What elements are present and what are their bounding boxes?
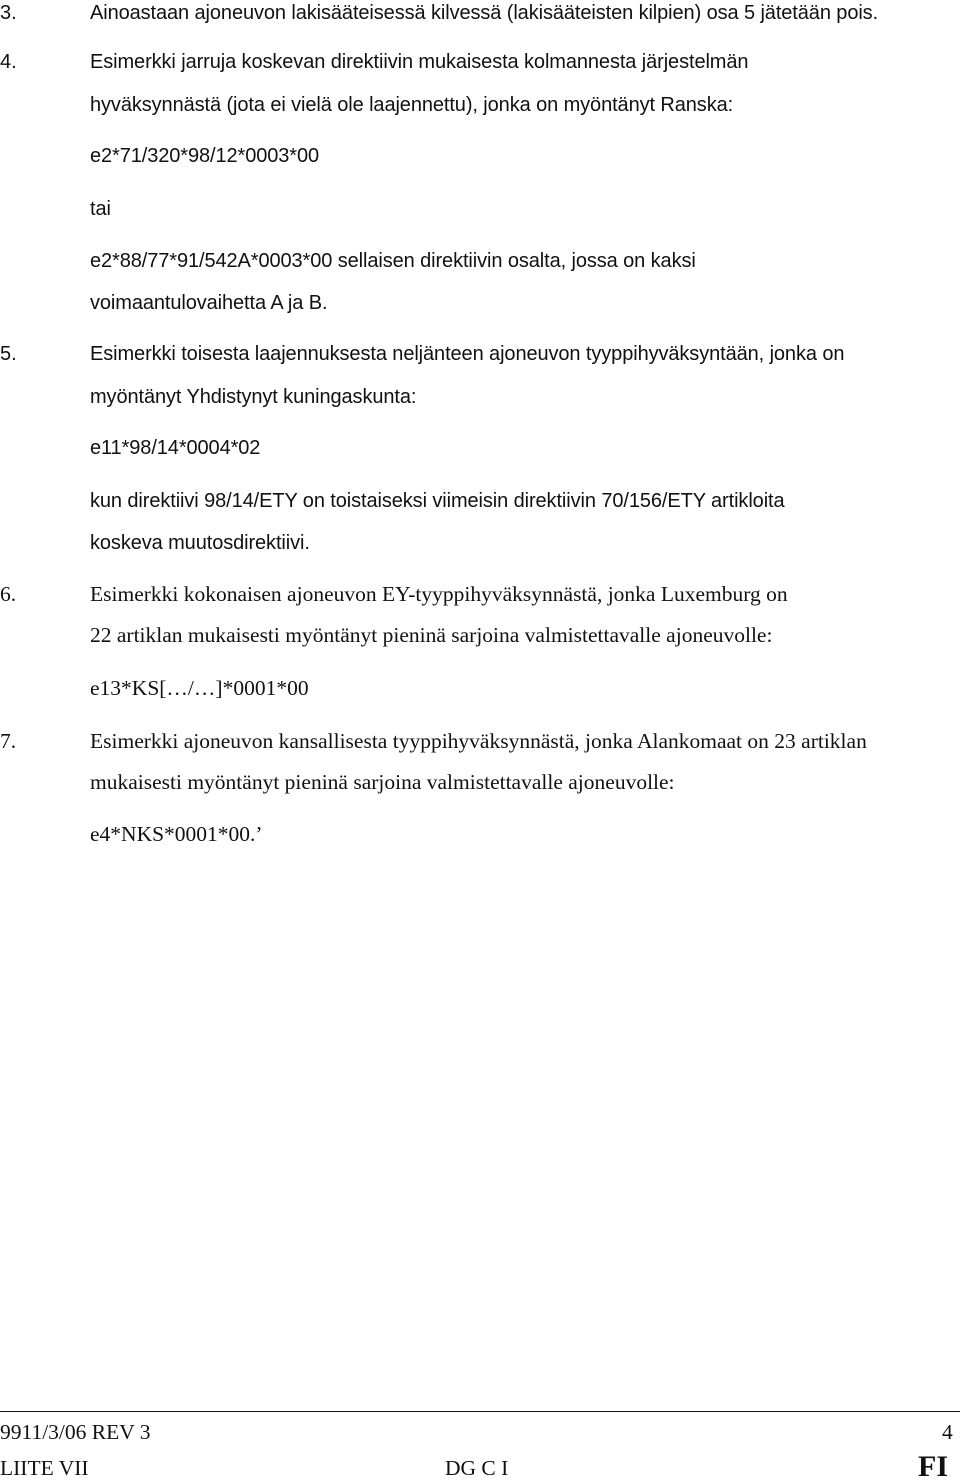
item-6-line-1: Esimerkki kokonaisen ajoneuvon EY-tyyppihyväksynnästä, jonka Luxemburg on (90, 582, 788, 606)
item-4-line-1: Esimerkki jarruja koskevan direktiivin mukaisesta kolmannesta järjestelmän (90, 51, 749, 73)
item-7-line-2: mukaisesti myöntänyt pieninä sarjoina valmistettavalle ajoneuvolle: (90, 770, 675, 794)
item-5-line-1: Esimerkki toisesta laajennuksesta neljänteen ajoneuvon tyyppihyväksyntään, jonka on (90, 343, 845, 365)
item-5-line-2: myöntänyt Yhdistynyt kuningaskunta: (90, 386, 417, 408)
item-4-line-3: e2*88/77*91/542A*0003*00 sellaisen direktiivin osalta, jossa on kaksi (90, 250, 696, 272)
item-4-code-1: e2*71/320*98/12*0003*00 (90, 145, 320, 167)
footer-doc-ref: 9911/3/06 REV 3 (0, 1420, 151, 1444)
item-5-line-4: koskeva muutosdirektiivi. (90, 532, 310, 554)
item-3-number: 3. (0, 2, 17, 24)
item-4-number: 4. (0, 51, 17, 73)
item-5-number: 5. (0, 343, 17, 365)
item-4-line-4: voimaantulovaihetta A ja B. (90, 292, 328, 314)
item-3-line-1: Ainoastaan ajoneuvon lakisääteisessä kilvessä (lakisääteisten kilpien) osa 5 jätetään pois. (90, 2, 879, 24)
footer-rule (0, 1411, 960, 1412)
item-6-line-2: 22 artiklan mukaisesti myöntänyt pieninä sarjoina valmistettavalle ajoneuvolle: (90, 623, 773, 647)
item-4-line-2: hyväksynnästä (jota ei vielä ole laajennettu), jonka on myöntänyt Ranska: (90, 94, 734, 116)
item-5-code: e11*98/14*0004*02 (90, 437, 261, 459)
item-6-code: e13*KS[…/…]*0001*00 (90, 676, 309, 700)
item-7-line-1: Esimerkki ajoneuvon kansallisesta tyyppihyväksynnästä, jonka Alankomaat on 23 artiklan (90, 729, 867, 753)
footer-page-number: 4 (942, 1420, 953, 1444)
item-7-number: 7. (0, 729, 17, 753)
footer-dg: DG C I (445, 1456, 509, 1480)
item-6-number: 6. (0, 582, 17, 606)
footer-annex: LIITE VII (0, 1456, 89, 1480)
item-7-code: e4*NKS*0001*00.’ (90, 822, 263, 846)
item-4-or: tai (90, 198, 111, 220)
footer-language-code: FI (918, 1450, 948, 1483)
item-5-line-3: kun direktiivi 98/14/ETY on toistaiseksi viimeisin direktiivin 70/156/ETY artikloita (90, 490, 785, 512)
